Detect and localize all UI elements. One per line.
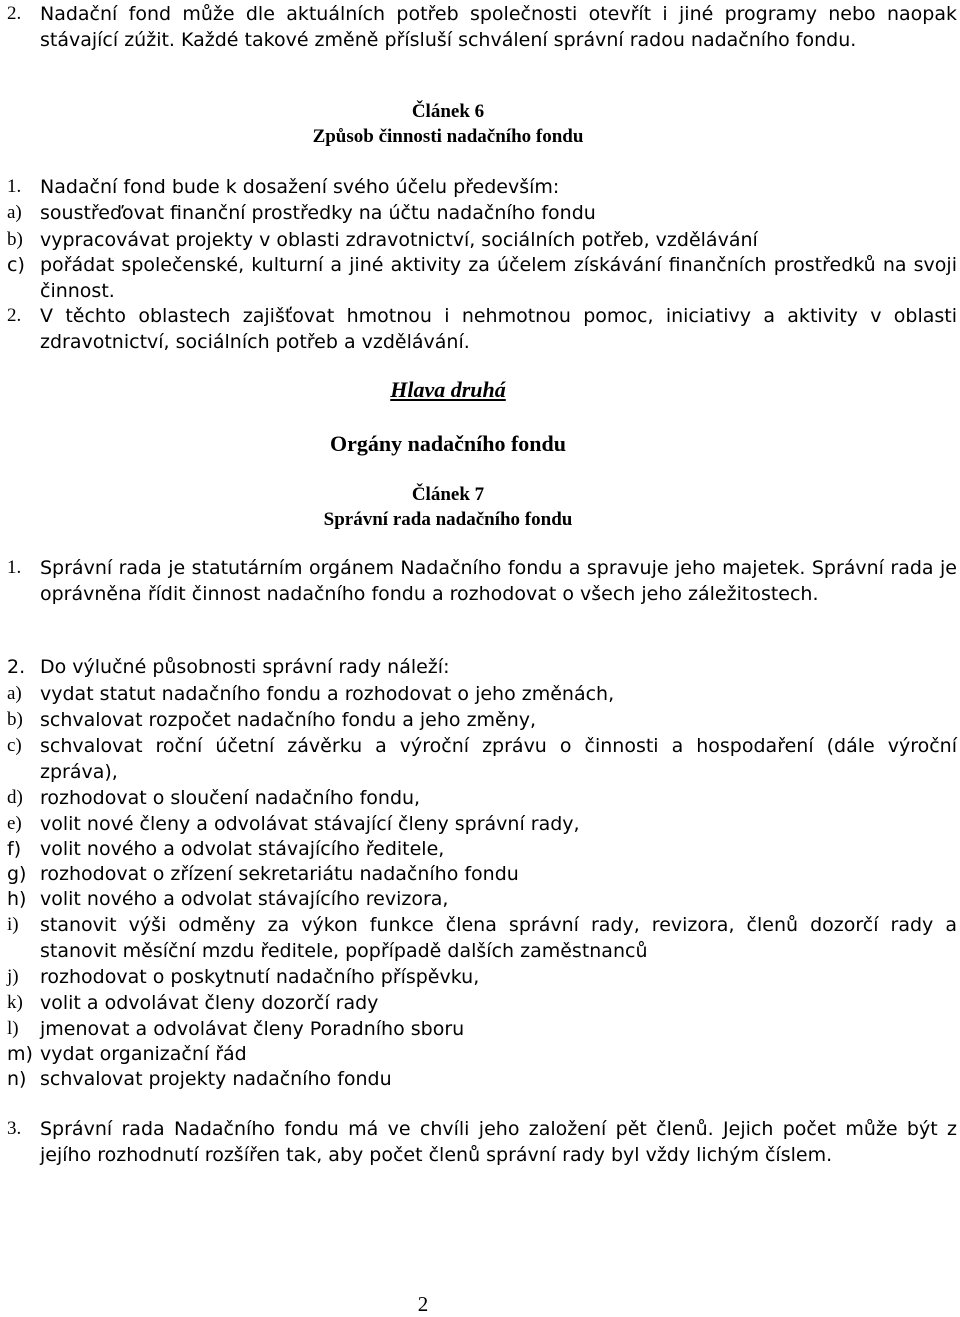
organs-heading: Orgány nadačního fondu [330, 431, 566, 456]
article-7-title: Článek 7 [411, 484, 485, 505]
art7-item-number: b) [7, 709, 23, 730]
art6-item-text: Nadační fond bude k dosažení svého účelu především: [40, 176, 560, 198]
art6-item-b [7, 228, 957, 254]
art7-item-text: volit nového a odvolat stávajícího revizora, [40, 888, 449, 910]
art6-item-number: c) [7, 254, 25, 276]
art7-item-text: vydat organizační řád [40, 1043, 247, 1065]
art7-item-number: f) [7, 838, 22, 860]
art7-item-number: e) [7, 813, 22, 834]
art7-item-g [7, 862, 957, 888]
art6-item-text: pořádat společenské, kulturní a jiné aktivity za účelem získávání finančních prostředků na svoji činnost. [40, 254, 957, 302]
art6-item-number: a) [7, 202, 22, 223]
art7-item-text: volit nového a odvolat stávajícího ředitele, [40, 838, 445, 860]
art7-item-b [7, 708, 957, 734]
art7-item-text: rozhodovat o sloučení nadačního fondu, [40, 787, 421, 809]
article-6-title: Článek 6 [411, 101, 485, 122]
art7-item-number: h) [7, 888, 27, 910]
art7-paragraph-3 [7, 1117, 957, 1168]
art7-item-text: stanovit výši odměny za výkon funkce člena správní rady, revizora, členů dozorčí rady a stanovit měsíční mzdu ředitele, popřípadě dalších zaměstnanců [40, 914, 957, 962]
art6-item-number: 2. [7, 305, 22, 326]
art7-item-number: c) [7, 735, 22, 756]
art7-item-text: schvalovat roční účetní závěrku a výroční zprávu o činnosti a hospodaření (dále výroční zpráva), [40, 735, 957, 783]
art7-item-f [7, 837, 957, 863]
art6-item-2 [7, 304, 957, 355]
intro-paragraph [7, 2, 957, 53]
art7-paragraph-text: Správní rada Nadačního fondu má ve chvíli jeho založení pět členů. Jejich počet může být z jejího rozhodnutí rozšířen tak, aby počet členů správní rady byl vždy lichým číslem. [40, 1118, 957, 1166]
art7-item-text: jmenovat a odvolávat členy Poradního sboru [40, 1018, 465, 1040]
art7-paragraph-number: 2. [7, 656, 26, 678]
intro-number: 2. [7, 3, 22, 24]
art7-item-h [7, 887, 957, 913]
art7-item-l [7, 1017, 957, 1043]
art7-item-number: g) [7, 863, 27, 885]
art6-item-text: soustřeďovat finanční prostředky na účtu nadačního fondu [40, 202, 596, 224]
article-7-subtitle: Správní rada nadačního fondu [323, 509, 573, 530]
art7-paragraph-2 [7, 655, 957, 681]
art7-item-e [7, 812, 957, 838]
art7-item-number: d) [7, 787, 23, 808]
art7-item-text: schvalovat rozpočet nadačního fondu a jeho změny, [40, 709, 537, 731]
art7-item-i [7, 913, 957, 964]
art7-paragraph-text: Správní rada je statutárním orgánem Nadačního fondu a spravuje jeho majetek. Správní rada je oprávněna řídit činnost nadačního fondu a rozhodovat o všech jeho záležitostech. [40, 557, 957, 605]
article-6-subtitle: Způsob činnosti nadačního fondu [312, 126, 584, 147]
art7-item-n [7, 1067, 957, 1093]
art7-item-m [7, 1042, 957, 1068]
art7-item-number: k) [7, 992, 23, 1013]
art7-item-a [7, 682, 957, 708]
page-number: 2 [417, 1292, 429, 1316]
art7-paragraph-text: Do výlučné působnosti správní rady náleží: [40, 656, 450, 678]
art6-item-text: V těchto oblastech zajišťovat hmotnou i nehmotnou pomoc, iniciativy a aktivity v oblasti zdravotnictví, sociálních potřeb a vzdělávání. [40, 305, 957, 353]
art7-item-c [7, 734, 957, 785]
art7-item-j [7, 965, 957, 991]
art7-paragraph-number: 3. [7, 1118, 22, 1139]
art6-item-1 [7, 175, 957, 201]
art6-item-c [7, 253, 957, 304]
art7-item-number: a) [7, 683, 22, 704]
art7-item-k [7, 991, 957, 1017]
art7-item-text: volit nové členy a odvolávat stávající členy správní rady, [40, 813, 580, 835]
art7-item-number: m) [7, 1043, 33, 1065]
art6-item-text: vypracovávat projekty v oblasti zdravotnictví, sociálních potřeb, vzdělávání [40, 229, 758, 251]
art7-item-number: i) [7, 914, 19, 935]
art6-item-number: 1. [7, 176, 22, 197]
art7-item-number: j) [7, 966, 19, 987]
art7-item-text: volit a odvolávat členy dozorčí rady [40, 992, 379, 1014]
art7-item-text: schvalovat projekty nadačního fondu [40, 1068, 392, 1090]
art7-item-text: rozhodovat o poskytnutí nadačního příspěvku, [40, 966, 480, 988]
art7-item-text: vydat statut nadačního fondu a rozhodovat o jeho změnách, [40, 683, 615, 705]
part-heading: Hlava druhá [390, 377, 506, 402]
art6-item-number: b) [7, 229, 23, 250]
art7-item-number: n) [7, 1068, 27, 1090]
art7-item-d [7, 786, 957, 812]
intro-text: Nadační fond může dle aktuálních potřeb společnosti otevřít i jiné programy nebo naopak stávající zúžit. Každé takové změně přísluší schválení správní radou nadačního fondu. [40, 3, 957, 51]
art7-item-text: rozhodovat o zřízení sekretariátu nadačního fondu [40, 863, 519, 885]
art7-item-number: l) [7, 1018, 19, 1039]
art6-item-a [7, 201, 957, 227]
art7-paragraph-1 [7, 556, 957, 607]
art7-paragraph-number: 1. [7, 557, 22, 578]
